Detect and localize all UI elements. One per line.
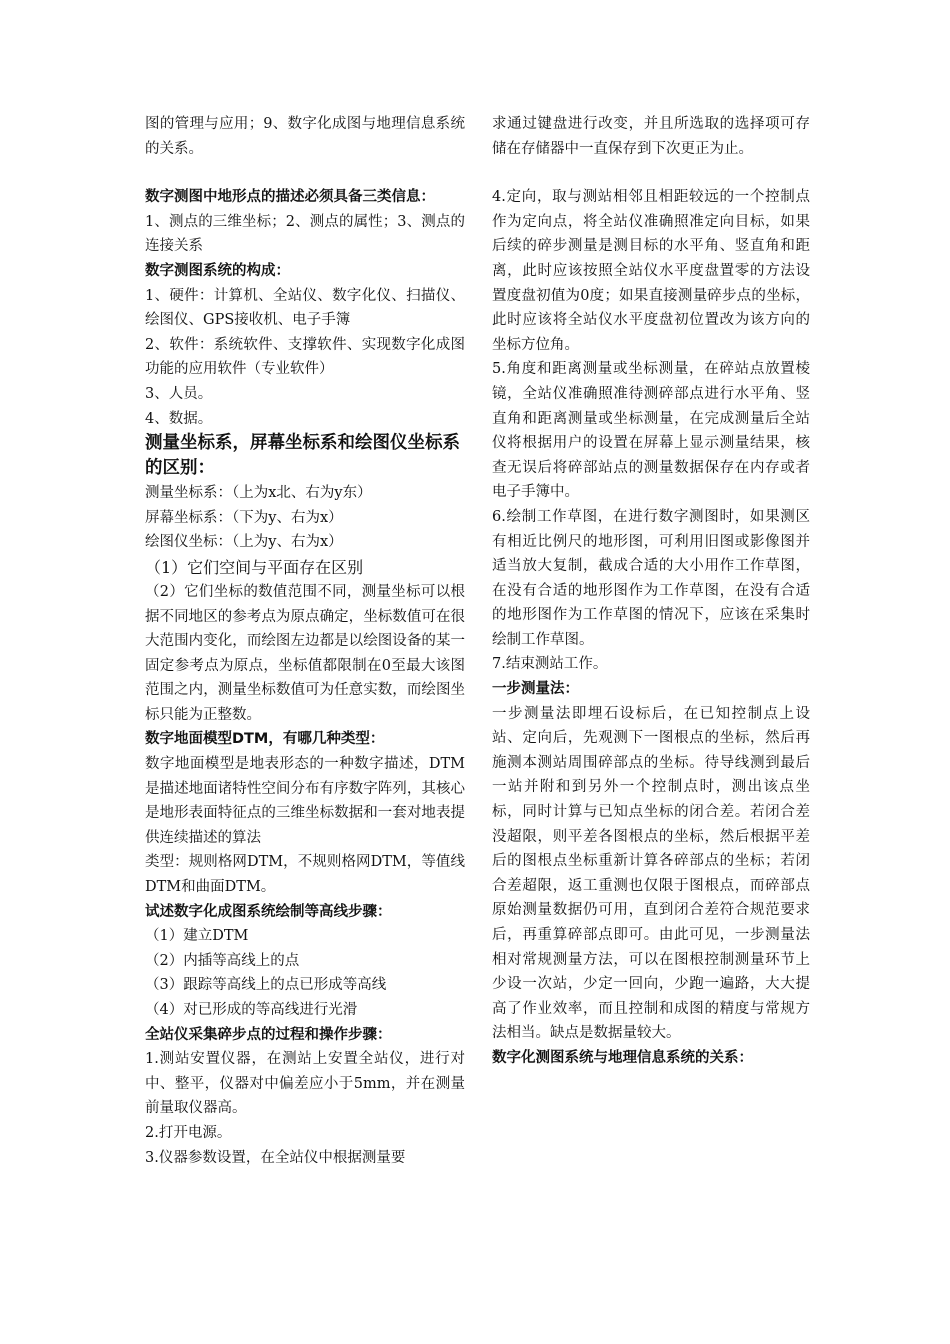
paragraph: 1、硬件：计算机、全站仪、数字化仪、扫描仪、绘图仪、GPS接收机、电子手簿 — [145, 287, 465, 329]
paragraph: 1、测点的三维坐标；2、测点的属性；3、测点的连接关系 — [145, 213, 465, 255]
section-heading: 数字测图中地形点的描述必须具备三类信息： — [145, 189, 435, 206]
paragraph: 3、人员。 — [145, 385, 213, 402]
section-heading: 全站仪采集碎步点的过程和操作步骤： — [145, 1026, 392, 1043]
paragraph: 图的管理与应用；9、数字化成图与地理信息系统的关系。 — [145, 116, 465, 157]
paragraph: 5.角度和距离测量或坐标测量，在碎站点放置棱镜，全站仪准确照准待测碎部点进行水平角、竖直角和距离测量或坐标测量，在完成测量后全站仪将根据用户的设置在屏幕上显示测量结果，核查无误后将碎部站点的测量数据保存在内存或者电子手簿中。 — [492, 361, 810, 501]
paragraph: 测量坐标系：（上为x北、右为y东） — [145, 485, 372, 502]
paragraph: 一步测量法即埋石设标后，在已知控制点上设站、定向后，先观测下一图根点的坐标，然后再施测本测站周围碎部点的坐标。待导线测到最后一站并附和到另外一个控制点时，测出该点坐标，同时计算与已知点坐标的闭合差。若闭合差没超限，则平差各图根点的坐标，然后根据平差后的图根点坐标重新计算各碎部点的坐标；若闭合差超限，返工重测也仅限于图根点，而碎部点原始测量数据仍可用，直到闭合差符合规范要求后，再重算碎部点即可。由此可见，一步测量法相对常规测量方法，可以在图根控制测量环节上少设一次站，少定一回向，少跑一遍路，大大提高了作业效率，而且控制和成图的精度与常规方法相当。缺点是数据量较大。 — [492, 705, 810, 1042]
section-heading: 测量坐标系，屏幕坐标系和绘图仪坐标系的区别： — [145, 433, 460, 479]
paragraph: 3.仪器参数设置，在全站仪中根据测量要 — [145, 1149, 406, 1166]
paragraph: （4）对已形成的等高线进行光滑 — [145, 1002, 358, 1018]
paragraph: （2）它们坐标的数值范围不同，测量坐标可以根据不同地区的参考点为原点确定，坐标数值可在很大范围内变化，而绘图左边都是以绘图设备的某一固定参考点为原点，坐标值都限制在0至最大该图范围之内，测量坐标数值可为任意实数，而绘图坐标只能为正整数。 — [145, 583, 465, 723]
paragraph: 绘图仪坐标：（上为y、右为x） — [145, 534, 343, 551]
paragraph: 求通过键盘进行改变，并且所选取的选择项可存储在存储器中一直保存到下次更正为止。 — [492, 116, 810, 157]
section-heading: 数字化测图系统与地理信息系统的关系： — [492, 1049, 753, 1066]
paragraph: （3）跟踪等高线上的点已形成等高线 — [145, 977, 387, 994]
paragraph: 4、数据。 — [145, 410, 213, 427]
paragraph: 屏幕坐标系：（下为y、右为x） — [145, 509, 343, 526]
section-heading: 试述数字化成图系统绘制等高线步骤： — [145, 903, 392, 920]
paragraph: 2、软件：系统软件、支撑软件、实现数字化成图功能的应用软件（专业软件） — [145, 336, 465, 378]
paragraph: 类型：规则格网DTM，不规则格网DTM，等值线DTM和曲面DTM。 — [145, 854, 465, 896]
section-heading: 数字地面模型DTM，有哪几种类型： — [145, 731, 385, 748]
paragraph: 6.绘制工作草图，在进行数字测图时，如果测区有相近比例尺的地形图，可利用旧图或影像图并适当放大复制，截成合适的大小用作工作草图，在没有合适的地形图作为工作草图，在没有合适的地形图作为工作草图的情况下，应该在采集时绘制工作草图。 — [492, 508, 810, 648]
paragraph: 数字地面模型是地表形态的一种数字描述，DTM是描述地面诸特性空间分布有序数字阵列，其核心是地形表面特征点的三维坐标数据和一套对地表提供连续描述的算法 — [145, 756, 465, 846]
paragraph: （2）内插等高线上的点 — [145, 952, 300, 969]
left-column — [145, 112, 465, 1170]
paragraph: （1）建立DTM — [145, 928, 249, 945]
paragraph-gap — [492, 161, 810, 185]
paragraph: 2.打开电源。 — [145, 1124, 232, 1141]
paragraph: 4.定向，取与测站相邻且相距较远的一个控制点作为定向点，将全站仪准确照准定向目标，如果后续的碎步测量是测目标的水平角、竖直角和距离，此时应该按照全站仪水平度盘置零的方法设置度盘初值为0度；如果直接测量碎步点的坐标，此时应该将全站仪水平度盘初位置改为该方向的坐标方位角。 — [492, 189, 810, 353]
paragraph: 1.测站安置仪器，在测站上安置全站仪，进行对中、整平，仪器对中偏差应小于5mm，并在测量前量取仪器高。 — [145, 1051, 465, 1117]
right-column — [492, 112, 810, 1071]
section-heading: 一步测量法： — [492, 681, 579, 698]
section-heading: 数字测图系统的构成： — [145, 262, 290, 279]
paragraph: （1）它们空间与平面存在区别 — [145, 557, 364, 577]
paragraph: 7.结束测站工作。 — [492, 656, 608, 673]
paragraph-gap — [145, 161, 465, 185]
